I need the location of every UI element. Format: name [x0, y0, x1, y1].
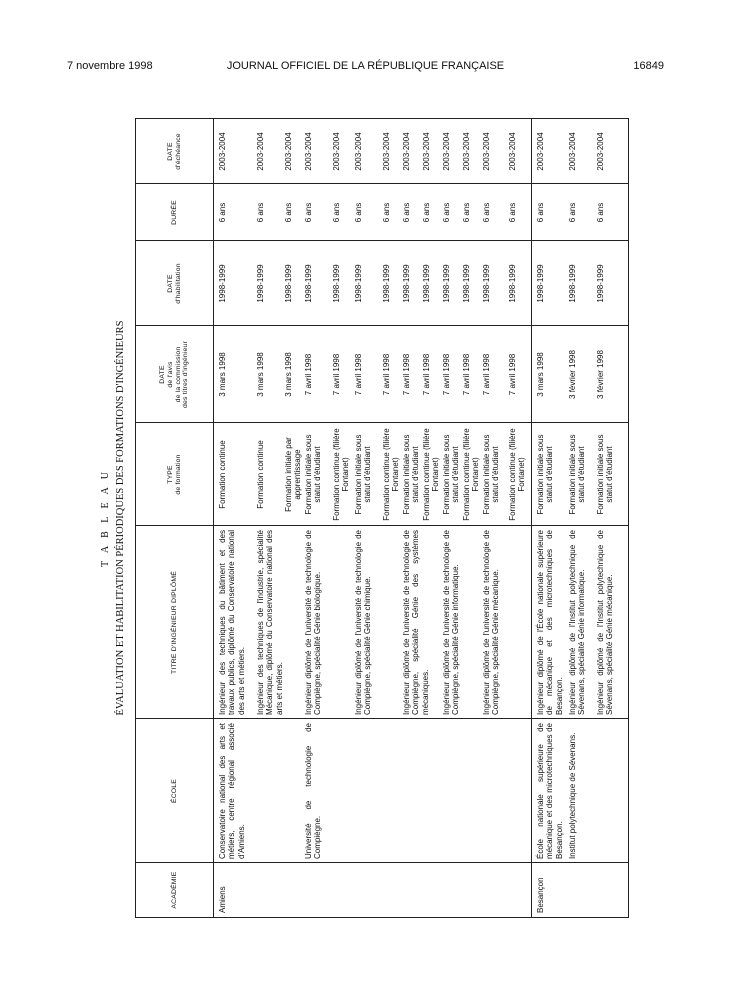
- date-avis-cell: 7 avril 1998: [508, 353, 517, 396]
- type-cell: Formation continue (filière Fontanet): [332, 428, 351, 521]
- duree-cell: 6 ans: [256, 202, 265, 223]
- date-habilitation-cell: 1998-1999: [482, 264, 491, 303]
- col-date-habilitation: DATE d'habilitation: [166, 263, 182, 304]
- duree-cell: 6 ans: [382, 202, 391, 223]
- date-avis-cell: 7 avril 1998: [422, 353, 431, 396]
- type-cell: Formation initiale sous statut d'étudiant: [596, 434, 615, 515]
- ecole-cell: Institut polytechnique de Sévenans.: [568, 732, 577, 859]
- date-avis-cell: 3 mars 1998: [284, 352, 293, 397]
- date-echeance-cell: 2003-2004: [508, 132, 517, 171]
- page-number: 16849: [633, 60, 664, 72]
- duree-cell: 6 ans: [536, 202, 545, 223]
- titre-cell: Ingénieur diplômé de l'Institut polytechnique de Sévenans, spécialité Génie informatique.: [568, 530, 587, 715]
- date-habilitation-cell: 1998-1999: [536, 264, 545, 303]
- date-habilitation-cell: 1998-1999: [256, 264, 265, 303]
- column-rule: [136, 525, 628, 526]
- date-habilitation-cell: 1998-1999: [284, 264, 293, 303]
- col-duree: DURÉE: [170, 200, 178, 225]
- titre-cell: Ingénieur des techniques du bâtiment et des travaux publics, diplômé du Conservatoire national des arts et métiers.: [218, 530, 246, 715]
- duree-cell: 6 ans: [354, 202, 363, 223]
- titre-cell: Ingénieur diplômé de l'École nationale supérieure de mécanique et des microtechniques de Besançon.: [536, 530, 564, 715]
- date-habilitation-cell: 1998-1999: [568, 264, 577, 303]
- date-avis-cell: 7 avril 1998: [482, 353, 491, 396]
- date-avis-cell: 3 mars 1998: [256, 352, 265, 397]
- date-echeance-cell: 2003-2004: [402, 132, 411, 171]
- type-cell: Formation continue (filière Fontanet): [422, 428, 441, 521]
- table-header: [136, 119, 214, 917]
- duree-cell: 6 ans: [568, 202, 577, 223]
- date-echeance-cell: 2003-2004: [332, 132, 341, 171]
- type-cell: Formation continue: [256, 440, 265, 509]
- date-habilitation-cell: 1998-1999: [402, 264, 411, 303]
- date-habilitation-cell: 1998-1999: [332, 264, 341, 303]
- date-habilitation-cell: 1998-1999: [596, 264, 605, 303]
- type-cell: Formation initiale sous statut d'étudiant: [482, 434, 501, 515]
- type-cell: Formation initiale par apprentissage: [284, 437, 303, 512]
- academie-amiens: Amiens: [218, 886, 227, 913]
- titre-cell: Ingénieur diplômé de l'université de technologie de Compiègne, spécialité Génie biologique.: [304, 530, 323, 715]
- duree-cell: 6 ans: [482, 202, 491, 223]
- titre-cell: Ingénieur des techniques de l'industrie, spécialité Mécanique, diplômé du Conservatoire national des arts et métiers.: [256, 530, 284, 715]
- type-cell: Formation initiale sous statut d'étudiant: [402, 434, 421, 515]
- date-habilitation-cell: 1998-1999: [218, 264, 227, 303]
- type-cell: Formation continue: [218, 440, 227, 509]
- type-cell: Formation continue (filière Fontanet): [382, 428, 401, 521]
- date-echeance-cell: 2003-2004: [354, 132, 363, 171]
- date-echeance-cell: 2003-2004: [536, 132, 545, 171]
- duree-cell: 6 ans: [218, 202, 227, 223]
- date-echeance-cell: 2003-2004: [422, 132, 431, 171]
- column-rule: [136, 325, 628, 326]
- date-habilitation-cell: 1998-1999: [442, 264, 451, 303]
- duree-cell: 6 ans: [462, 202, 471, 223]
- col-academie: ACADÉMIE: [170, 871, 178, 909]
- date-habilitation-cell: 1998-1999: [462, 264, 471, 303]
- date-habilitation-cell: 1998-1999: [422, 264, 431, 303]
- table-label: T A B L E A U: [100, 469, 111, 567]
- date-avis-cell: 7 avril 1998: [382, 353, 391, 396]
- date-avis-cell: 3 mars 1998: [536, 352, 545, 397]
- academie-besancon: Besançon: [536, 877, 545, 913]
- titre-cell: Ingénieur diplômé de l'université de technologie de Compiègne, spécialité Génie des systèmes mécaniques.: [402, 530, 430, 715]
- titre-cell: Ingénieur diplômé de l'Institut polytechnique de Sévenans, spécialité Génie mécanique.: [596, 530, 615, 715]
- header-date: 7 novembre 1998: [67, 60, 153, 72]
- date-avis-cell: 3 mars 1998: [218, 352, 227, 397]
- date-avis-cell: 7 avril 1998: [354, 353, 363, 396]
- ecole-cell: École nationale supérieure de mécanique et des microtechniques de Besançon.: [536, 723, 564, 859]
- ecole-cell: Conservatoire national des arts et métiers, centre régional associé d'Amiens.: [218, 723, 246, 859]
- col-ecole: ÉCOLE: [170, 778, 178, 804]
- type-cell: Formation initiale sous statut d'étudiant: [442, 434, 461, 515]
- column-rule: [136, 718, 628, 719]
- group-separator: [531, 119, 532, 917]
- date-echeance-cell: 2003-2004: [382, 132, 391, 171]
- duree-cell: 6 ans: [332, 202, 341, 223]
- type-cell: Formation initiale sous statut d'étudiant: [536, 434, 555, 515]
- duree-cell: 6 ans: [284, 202, 293, 223]
- column-rule: [136, 422, 628, 423]
- date-echeance-cell: 2003-2004: [304, 132, 313, 171]
- column-rule: [136, 240, 628, 241]
- table-title: ÉVALUATION ET HABILITATION PÉRIODIQUES DES FORMATIONS D'INGÉNIEURS: [115, 320, 126, 716]
- date-echeance-cell: 2003-2004: [284, 132, 293, 171]
- duree-cell: 6 ans: [596, 202, 605, 223]
- titre-cell: Ingénieur diplômé de l'université de technologie de Compiègne, spécialité Génie informatique.: [442, 530, 461, 715]
- titre-cell: Ingénieur diplômé de l'université de technologie de Compiègne, spécialité Génie mécanique.: [482, 530, 501, 715]
- duree-cell: 6 ans: [304, 202, 313, 223]
- duree-cell: 6 ans: [508, 202, 517, 223]
- col-date-avis: DATE de l'avis de la commission des titres d'ingénieur: [158, 341, 190, 408]
- date-avis-cell: 3 février 1998: [596, 350, 605, 399]
- col-titre: TITRE D'INGÉNIEUR DIPLÔMÉ: [170, 571, 178, 674]
- duree-cell: 6 ans: [442, 202, 451, 223]
- date-habilitation-cell: 1998-1999: [354, 264, 363, 303]
- date-echeance-cell: 2003-2004: [568, 132, 577, 171]
- date-echeance-cell: 2003-2004: [596, 132, 605, 171]
- date-avis-cell: 7 avril 1998: [402, 353, 411, 396]
- column-rule: [136, 862, 628, 863]
- date-echeance-cell: 2003-2004: [442, 132, 451, 171]
- date-avis-cell: 7 avril 1998: [304, 353, 313, 396]
- type-cell: Formation continue (filière Fontanet): [508, 428, 527, 521]
- date-echeance-cell: 2003-2004: [256, 132, 265, 171]
- date-avis-cell: 3 février 1998: [568, 350, 577, 399]
- date-habilitation-cell: 1998-1999: [508, 264, 517, 303]
- duree-cell: 6 ans: [402, 202, 411, 223]
- date-avis-cell: 7 avril 1998: [332, 353, 341, 396]
- rotated-table-block: [100, 118, 630, 918]
- col-date-echeance: DATE d'échéance: [166, 133, 182, 170]
- duree-cell: 6 ans: [422, 202, 431, 223]
- type-cell: Formation initiale sous statut d'étudiant: [304, 434, 323, 515]
- ecole-cell: Université de technologie de Compiègne.: [304, 723, 323, 859]
- date-habilitation-cell: 1998-1999: [304, 264, 313, 303]
- date-echeance-cell: 2003-2004: [218, 132, 227, 171]
- date-avis-cell: 7 avril 1998: [462, 353, 471, 396]
- type-cell: Formation continue (filière Fontanet): [462, 428, 481, 521]
- date-avis-cell: 7 avril 1998: [442, 353, 451, 396]
- journal-title: JOURNAL OFFICIEL DE LA RÉPUBLIQUE FRANÇAISE: [226, 60, 505, 72]
- col-type: TYPE de formation: [166, 454, 182, 495]
- date-echeance-cell: 2003-2004: [482, 132, 491, 171]
- date-echeance-cell: 2003-2004: [462, 132, 471, 171]
- titre-cell: Ingénieur diplômé de l'université de technologie de Compiègne, spécialité Génie chimique.: [354, 530, 373, 715]
- type-cell: Formation initiale sous statut d'étudiant: [568, 434, 587, 515]
- habilitation-table: [135, 118, 629, 918]
- type-cell: Formation initiale sous statut d'étudiant: [354, 434, 373, 515]
- date-habilitation-cell: 1998-1999: [382, 264, 391, 303]
- column-rule: [136, 183, 628, 184]
